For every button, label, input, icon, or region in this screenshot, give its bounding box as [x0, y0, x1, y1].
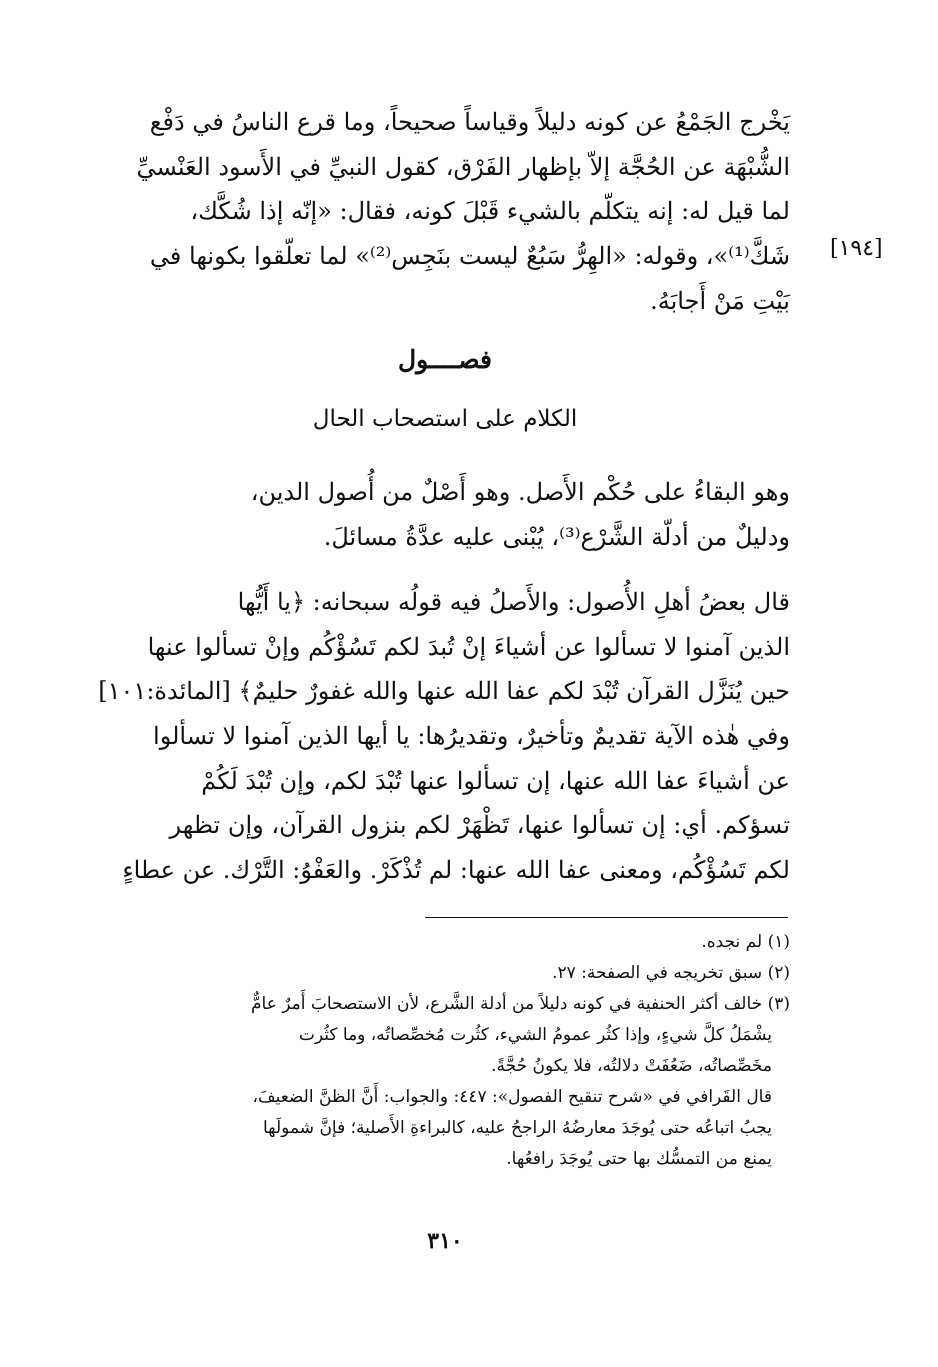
footnote-3-line: مخَصِّصاتُه، ضَعُفَتْ دلالتُه، فلا يكونُ حُجَّةً. — [491, 1056, 772, 1076]
text-line: يَخْرج الجَمْعُ عن كونه دليلاً وقياساً صحيحاً، وما قرع الناسُ في دَفْع — [149, 108, 790, 136]
footnote-3-line: يمنع من التمسُّك بها حتى يُوجَدَ رافعُها. — [506, 1149, 772, 1169]
text-line: تسؤكم. أي: إن تسألوا عنها، تَظْهَرْ لكم بنزول القرآن، وإن تظهر — [169, 811, 790, 840]
footnote-separator — [425, 917, 788, 918]
footnote-3-line: (٣) خالف أكثر الحنفية في كونه دليلاً من أدلة الشَّرع، لأن الاستصحابَ أَمرٌ عامٌّ — [251, 994, 790, 1014]
text-line: شَكَّ⁽¹⁾»، وقوله: «الهِرُّ سَبُعٌ ليست بنَجِس⁽²⁾» لما تعلّقوا بكونها في — [149, 242, 790, 271]
footnote-2: (٢) سبق تخريجه في الصفحة: ٢٧. — [552, 963, 790, 983]
footnote-3-line: قال القَرافي في «شرح تنقيح الفصول»: ٤٤٧: والجواب: أَنَّ الظنَّ الضعيفَ، — [252, 1087, 772, 1107]
text-line: الذين آمنوا لا تسألوا عن أشياءَ إنْ تُبدَ لكم تَسُؤْكُم وإنْ تسألوا عنها — [147, 632, 790, 661]
footnote-3-line: يشْمَلُ كلَّ شيءٍ، وإذا كثُر عمومُ الشيء، كثُرت مُخصِّصاتُه، وما كثُرت — [298, 1025, 772, 1045]
text-line: الشُّبْهَة عن الحُجَّة إلاّ بإظهار الفَرْق، كقول النبيِّ في الأَسود العَنْسيِّ — [136, 152, 790, 181]
paragraph-definition — [100, 470, 790, 559]
text-line: عن أشياءَ عفا الله عنها، إن تسألوا عنها تُبْدَ لكم، وإن تُبْدَ لَكُمْ — [201, 766, 790, 795]
text-line: وفي هٰذه الآية تقديمٌ وتأخيرٌ، وتقديرُها: يا أيها الذين آمنوا لا تسألوا — [153, 722, 790, 751]
text-line: قال بعضُ أهلِ الأُصول: والأَصلُ فيه قولُه سبحانه: ﴿يا أَيُّها — [237, 588, 790, 616]
section-subtitle: الكلام على استصحاب الحال — [312, 406, 578, 432]
paragraph-evidence — [100, 580, 790, 893]
text-line: بَيْتِ مَنْ أَجابَهُ. — [650, 286, 790, 315]
text-line: وهو البقاءُ على حُكْم الأَصل. وهو أَصْلٌ من أُصول الدين، — [250, 478, 790, 506]
page-reference-marker: [١٩٤] — [830, 236, 883, 261]
footnote-1: (١) لم نجده. — [701, 932, 790, 952]
page-number: ٣١٠ — [427, 1228, 463, 1254]
text-line: حين يُنَزَّل القرآن تُبْدَ لكم عفا الله عنها والله غفورٌ حليمٌ﴾ [المائدة:١٠١] — [98, 677, 790, 706]
section-title: فصــــول — [397, 345, 492, 374]
text-line: ودليلٌ من أدلّة الشَّرْع⁽³⁾، يُبْنى عليه عدَّةُ مسائلَ. — [323, 522, 790, 551]
footnotes — [100, 927, 790, 1175]
footnote-3-line: يجبُ اتباعُه حتى يُوجَدَ معارضُهُ الراجحُ عليه، كالبراءةِ الأَصلية؛ فإنَّ شمولَها — [262, 1118, 772, 1138]
text-line: لكم تَسُؤْكُم، ومعنى عفا الله عنها: لم تُذْكَرْ. والعَفْوُ: التَّرْك. عن عطاءٍ — [122, 856, 790, 885]
top-paragraph — [100, 100, 790, 323]
text-line: لما قيل له: إنه يتكلّم بالشيء قَبْلَ كونه، فقال: «إنّه إذا شُكَّك، — [190, 197, 790, 226]
